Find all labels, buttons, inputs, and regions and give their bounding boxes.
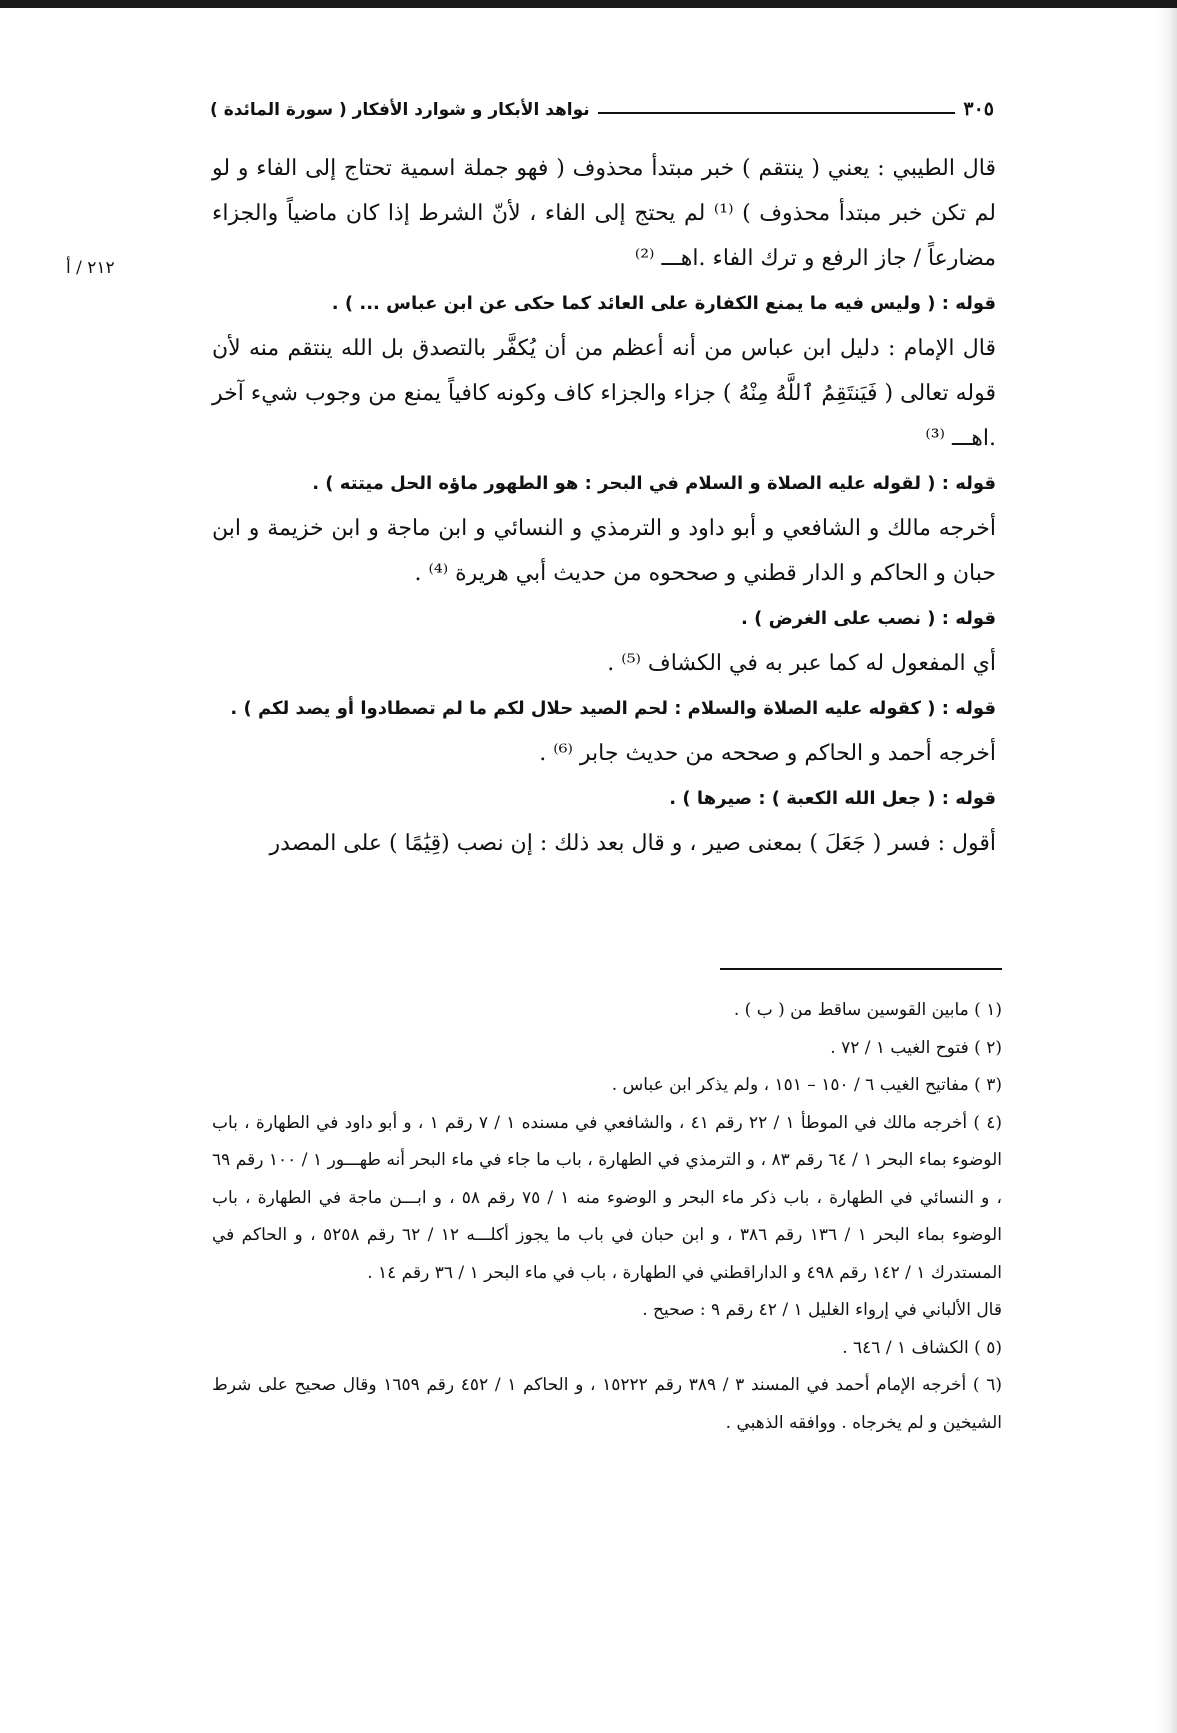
scan-right-shadow [1155,0,1177,1733]
page-number: ٣٠٥ [963,98,994,120]
scan-top-edge [0,0,1177,8]
footnote: (٣ ) مفاتيح الغيب ٦ / ١٥٠ – ١٥١ ، ولم يذكر ابن عباس . [611,1075,1002,1095]
paragraph: أخرجه أحمد و الحاكم و صححه من حديث جابر ⁽⁶⁾ . [539,741,996,766]
footnotes [212,992,1002,1442]
lemma-heading: قوله : ( نصب على الغرض ) . [740,608,996,629]
folio-margin-note: ٢١٢ / أ [66,258,115,278]
footnote: قال الألباني في إرواء الغليل ١ / ٤٢ رقم ٩ : صحيح . [642,1300,1002,1320]
main-text [212,146,996,866]
paragraph: أقول : فسر ( جَعَلَ ) بمعنى صير ، و قال بعد ذلك : إن نصب (قِيَٰمًا ) على المصدر [269,831,996,856]
lemma-heading: قوله : ( كقوله عليه الصلاة والسلام : لحم الصيد حلال لكم ما لم تصطادوا أو يصد لكم ) . [230,698,996,719]
footnote-separator [720,968,1002,970]
running-title: نواهد الأبكار و شوارد الأفكار ( سورة المائدة ) [210,100,590,120]
paragraph: قال الإمام : دليل ابن عباس من أنه أعظم من أن يُكفَّر بالتصدق بل الله ينتقم منه لأن قوله تعالى ( فَيَنتَقِمُ ٱللَّهُ مِنْهُ ) جزاء والجزاء كاف وكونه كافياً يمنع من وجوب شيء آخر .اهـــ ⁽³⁾ [212,336,996,451]
paragraph: أي المفعول له كما عبر به في الكشاف ⁽⁵⁾ . [607,651,996,676]
lemma-heading: قوله : ( جعل الله الكعبة ) : صيرها ) . [669,788,996,809]
footnote: (٥ ) الكشاف ١ / ٦٤٦ . [842,1337,1002,1358]
footnote: (٦ ) أخرجه الإمام أحمد في المسند ٣ / ٣٨٩ رقم ١٥٢٢٢ ، و الحاكم ١ / ٤٥٢ رقم ١٦٥٩ وقال صحيح على شرط الشيخين و لم يخرجاه . ووافقه الذهبي . [212,1375,1002,1433]
page-header [210,92,994,120]
lemma-heading: قوله : ( وليس فيه ما يمنع الكفارة على العائد كما حكى عن ابن عباس ... ) . [331,293,996,314]
paragraph: أخرجه مالك و الشافعي و أبو داود و الترمذي و النسائي و ابن ماجة و ابن خزيمة و ابن حبان و الحاكم و الدار قطني و صححوه من حديث أبي هريرة ⁽⁴⁾ . [212,516,996,586]
lemma-heading: قوله : ( لقوله عليه الصلاة و السلام في البحر : هو الطهور ماؤه الحل ميتته ) . [312,473,996,494]
header-rule [598,112,956,114]
paragraph: قال الطيبي : يعني ( ينتقم ) خبر مبتدأ محذوف ( فهو جملة اسمية تحتاج إلى الفاء و لو لم تكن خبر مبتدأ محذوف ) ⁽¹⁾ لم يحتج إلى الفاء ، لأنّ الشرط إذا كان ماضياً والجزاء مضارعاً / جاز الرفع و ترك الفاء .اهـــ ⁽²⁾ [212,156,997,271]
footnote: (٢ ) فتوح الغيب ١ / ٧٢ . [830,1037,1002,1058]
footnote: (٤ ) أخرجه مالك في الموطأ ١ / ٢٢ رقم ٤١ ، والشافعي في مسنده ١ / ٧ رقم ١ ، و أبو داود في الطهارة ، باب الوضوء بماء البحر ١ / ٦٤ رقم ٨٣ ، و الترمذي في الطهارة ، باب ما جاء في ماء البحر أنه طهـــور ١ / ١٠٠ رقم ٦٩ ، و النسائي في الطهارة ، باب ذكر ماء البحر و الوضوء منه ١ / ٧٥ رقم ٥٨ ، و ابـــن ماجة في الطهارة ، باب الوضوء بماء البحر ١ / ١٣٦ رقم ٣٨٦ ، و ابن حبان في باب ما يجوز أكلـــه ١٢ / ٦٢ رقم ٥٢٥٨ ، و الحاكم في المستدرك ١ / ١٤٢ رقم ٤٩٨ و الداراقطني في الطهارة ، باب في ماء البحر ١ / ٣٦ رقم ١٤ . [212,1112,1002,1283]
footnote: (١ ) مابين القوسين ساقط من ( ب ) . [733,1000,1002,1020]
